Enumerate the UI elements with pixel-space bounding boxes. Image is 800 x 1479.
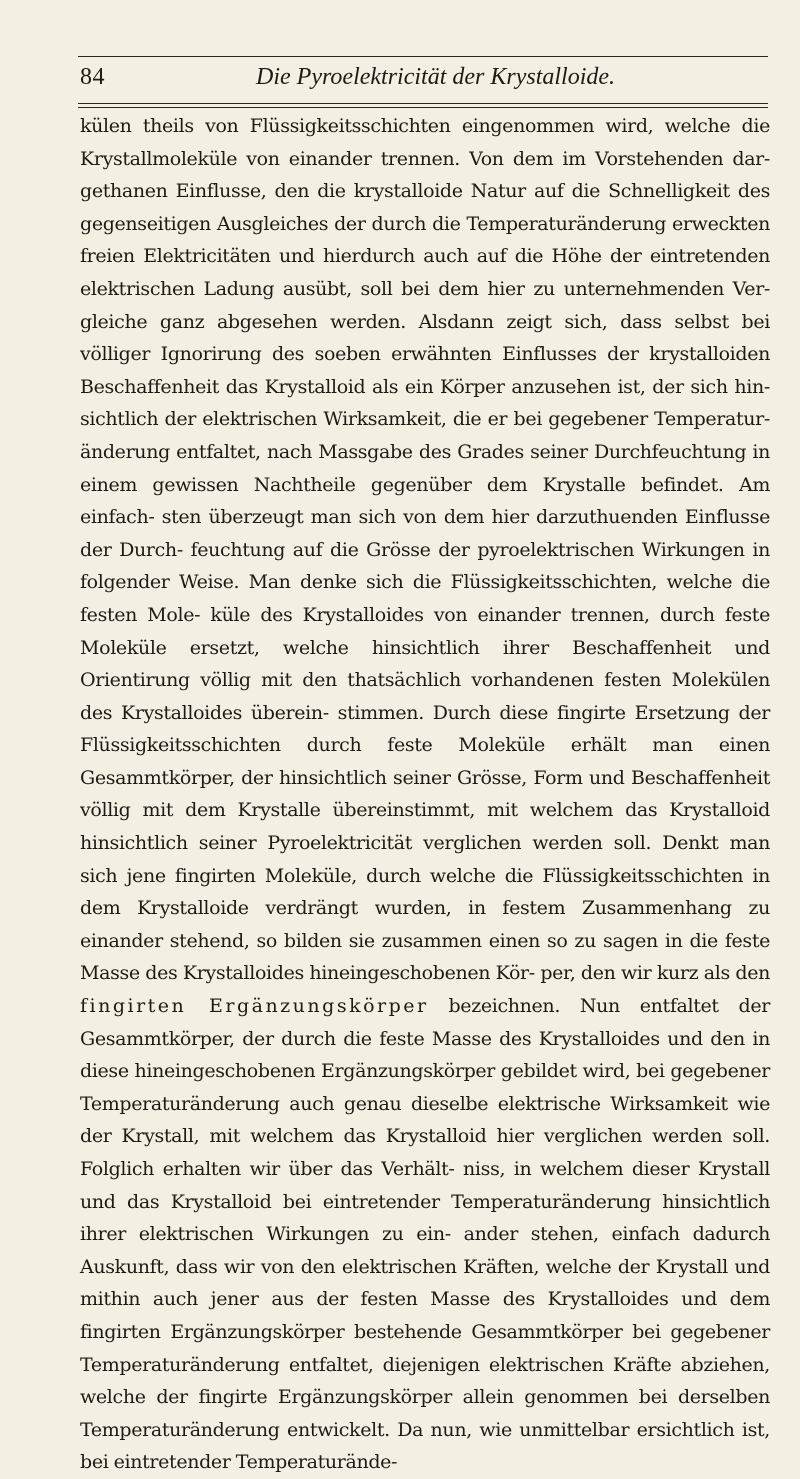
body-paragraph: [80, 110, 770, 1479]
running-title: Die Pyroelektricität der Krystalloide.: [256, 64, 616, 90]
body-text-part-1: külen theils von Flüssigkeitsschichten eingenommen wird, welche die Krystallmoleküle von einander trennen. Von dem im Vorstehenden dar- gethanen Einflusse, den die krystalloide Natur auf die Schnelligkeit des gegenseitigen Ausgleiches der durch die Temperaturänderung erweckten freien Elektricitäten und hierdurch auch auf die Höhe der eintretenden elektrischen Ladung ausübt, soll bei dem hier zu unternehmenden Ver- gleiche ganz abgesehen werden. Alsdann zeigt sich, dass selbst bei völliger Ignorirung des soeben erwähnten Einflusses der krystalloiden Beschaffenheit das Krystalloid als ein Körper anzusehen ist, der sich hin- sichtlich der elektrischen Wirksamkeit, die er bei gegebener Temperatur- änderung entfaltet, nach Massgabe des Grades seiner Durchfeuchtung in einem gewissen Nachtheile gegenüber dem Krystalle befindet. Am einfach- sten überzeugt man sich von dem hier darzuthuenden Einflusse der Durch- feuchtung auf die Grösse der pyroelektrischen Wirkungen in folgender Weise. Man denke sich die Flüssigkeitsschichten, welche die festen Mole- küle des Krystalloides von einander trennen, durch feste Moleküle ersetzt, welche hinsichtlich ihrer Beschaffenheit und Orientirung völlig mit den thatsächlich vorhandenen festen Molekülen des Krystalloides überein- stimmen. Durch diese fingirte Ersetzung der Flüssigkeitsschichten durch feste Moleküle erhält man einen Gesammtkörper, der hinsichtlich seiner Grösse, Form und Beschaffenheit völlig mit dem Krystalle übereinstimmt, mit welchem das Krystalloid hinsichtlich seiner Pyroelektricität verglichen werden soll. Denkt man sich jene fingirten Moleküle, durch welche die Flüssigkeitsschichten in dem Krystalloide verdrängt wurden, in festem Zusammenhang zu einander stehend, so bilden sie zusammen einen so zu sagen in die feste Masse des Krystalloides hineingeschobenen Kör- per, den wir kurz als den: [80, 115, 770, 985]
page-number: 84: [80, 64, 105, 90]
header-double-rule: [78, 103, 768, 108]
body-text-part-2: bezeichnen. Nun entfaltet der Gesammtkörper, der durch die feste Masse des Krystalloides und den in diese hineingeschobenen Ergänzungskörper gebildet wird, bei gegebener Temperaturänderung auch genau dieselbe elektrische Wirksamkeit wie der Krystall, mit welchem das Krystalloid hier verglichen werden soll. Folglich erhalten wir über das Verhält- niss, in welchem dieser Krystall und das Krystalloid bei eintretender Temperaturänderung hinsichtlich ihrer elektrischen Wirkungen zu ein- ander stehen, einfach dadurch Auskunft, dass wir von den elektrischen Kräften, welche der Krystall und mithin auch jener aus der festen Masse des Krystalloides und dem fingirten Ergänzungskörper bestehende Gesammtkörper bei gegebener Temperaturänderung entfaltet, diejenigen elektrischen Kräfte abziehen, welche der fingirte Ergänzungskörper allein genommen bei derselben Temperaturänderung entwickelt. Da nun, wie unmittelbar ersichtlich ist, bei eintretender Temperaturände-: [80, 995, 770, 1474]
page-header: [80, 64, 764, 100]
emphasized-term: fingirten Ergänzungskörper: [80, 995, 429, 1018]
top-rule: [78, 56, 768, 57]
